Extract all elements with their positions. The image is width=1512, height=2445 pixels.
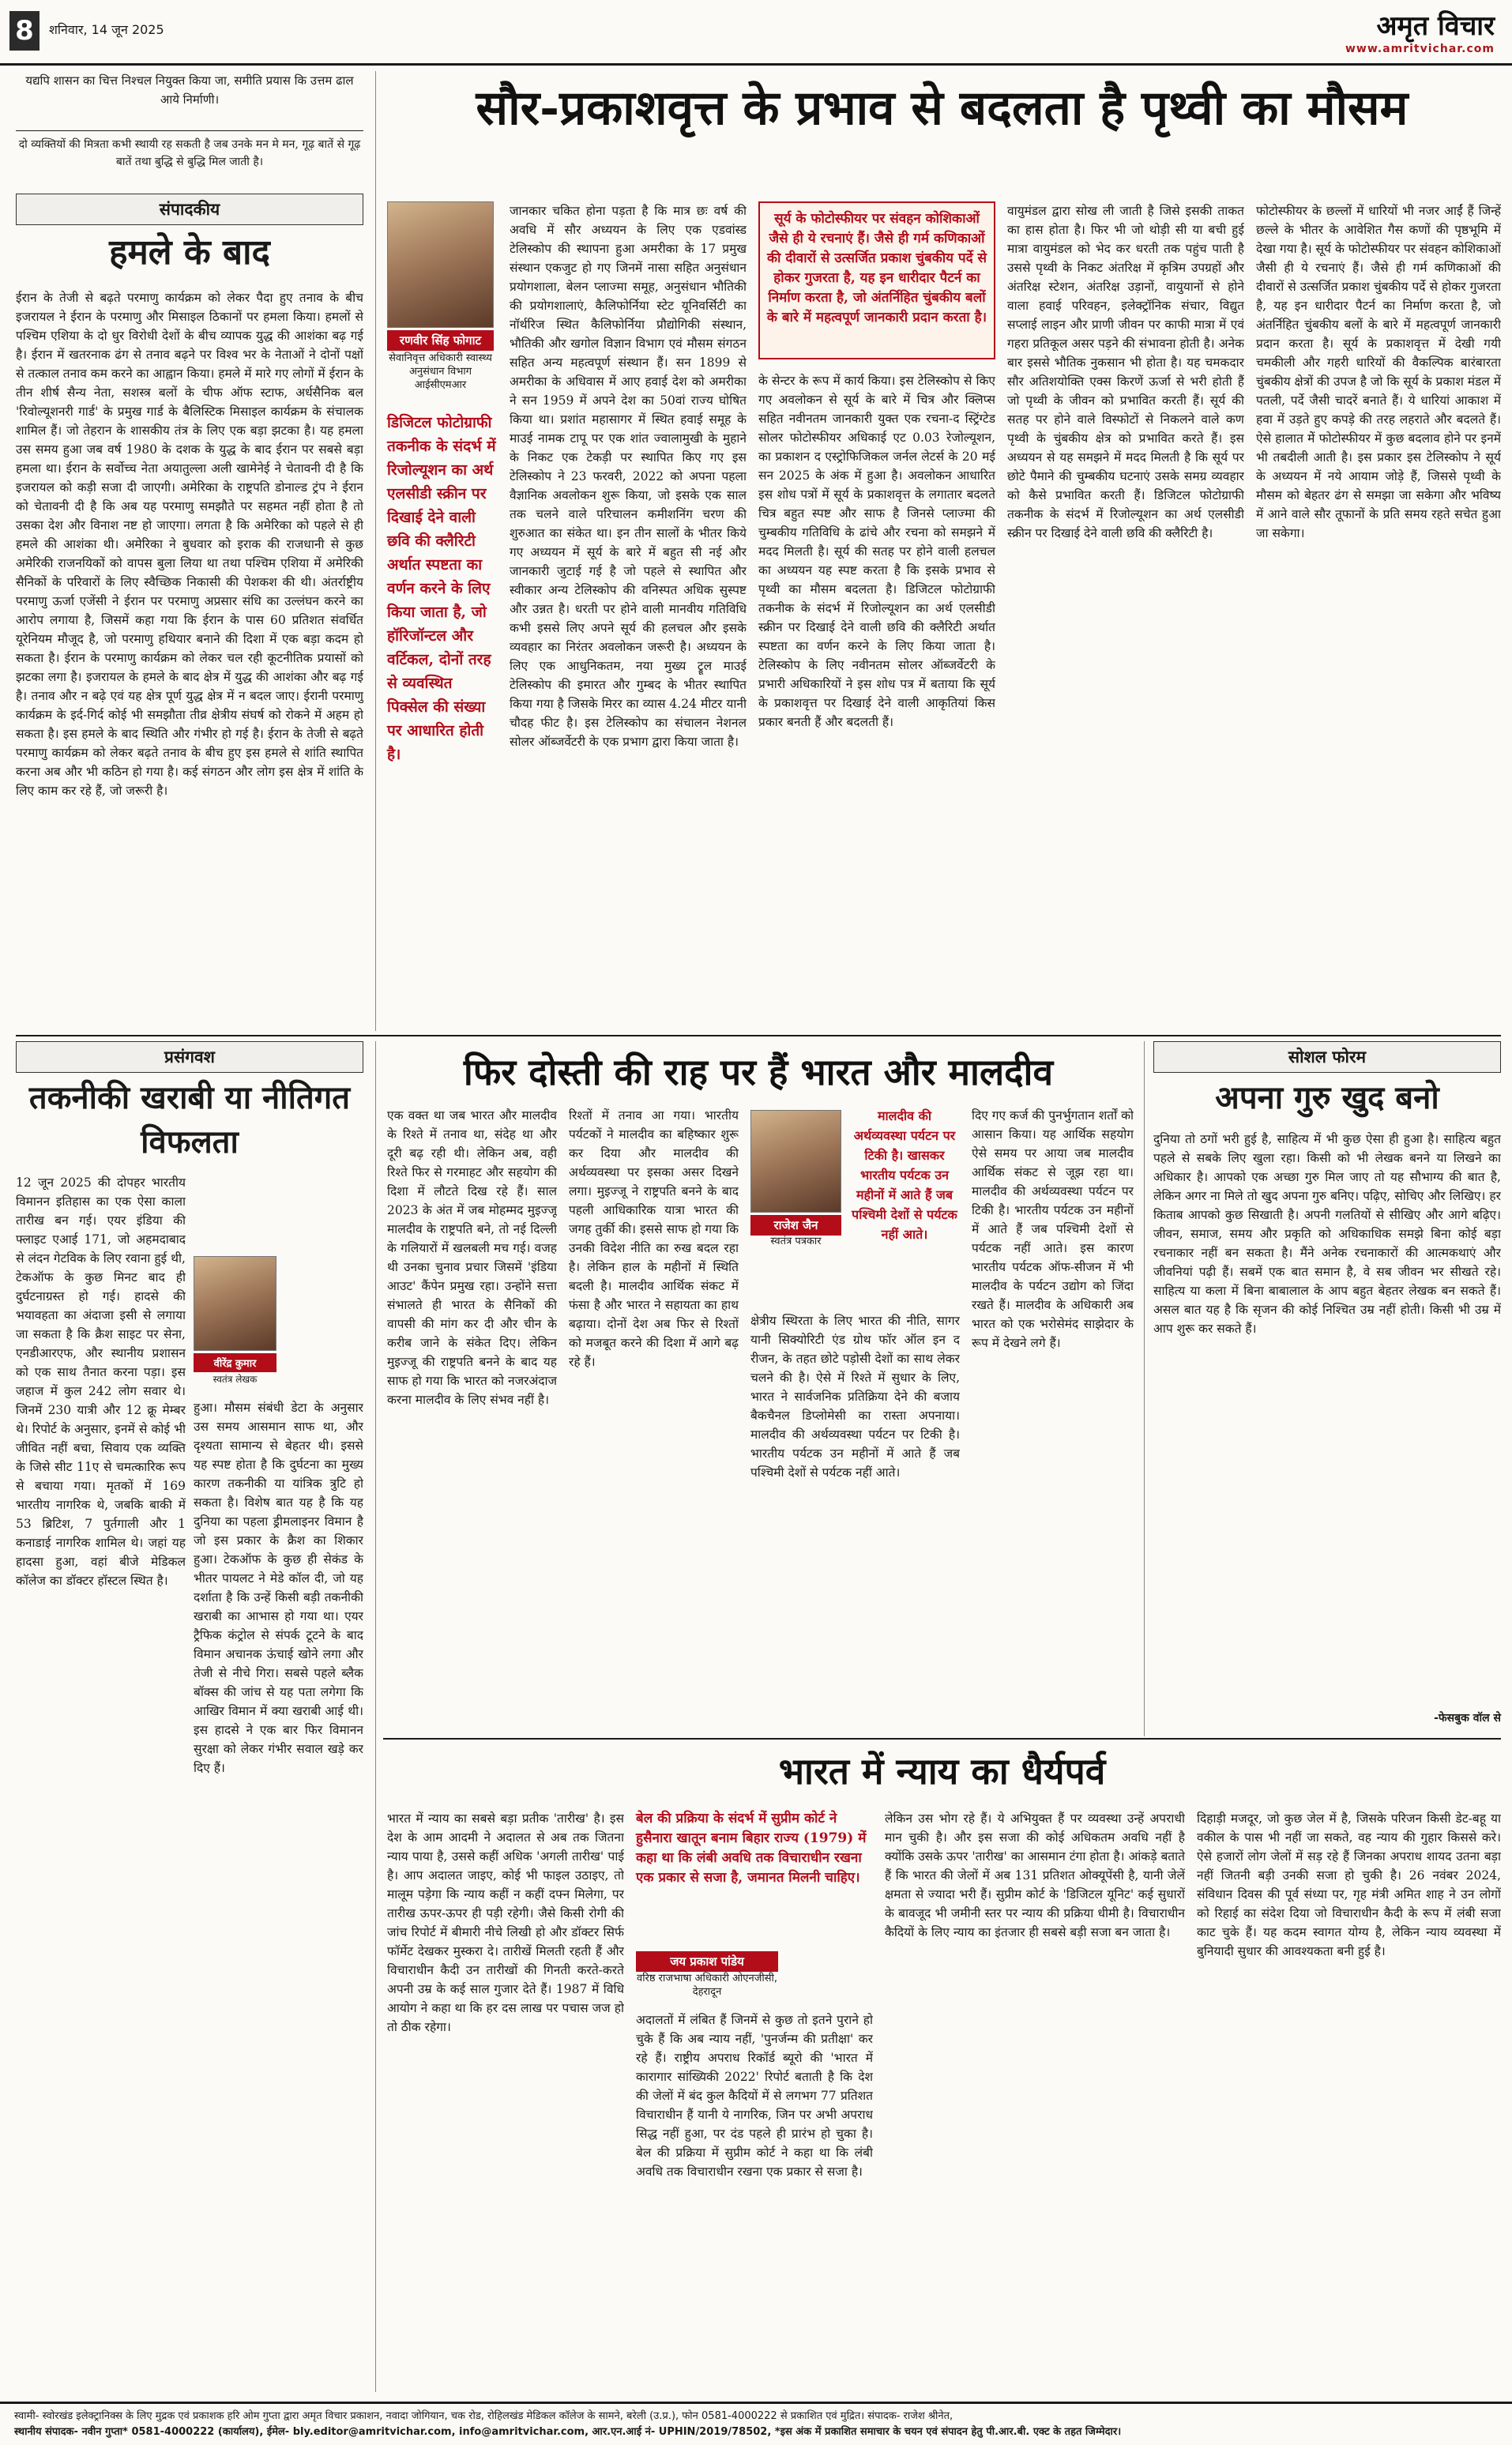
social-forum-section-tag: सोशल फोरम	[1153, 1041, 1501, 1073]
social-forum-body: दुनिया तो ठगों भरी हुई है, साहित्य में भी कुछ ऐसा ही हुआ है। साहित्य बहुत पहले से सबके लिए खुला रहा। किसी को भी लेखक बनने या लिखने का अधिकार है। आपको एक अच्छा गुरु मिल जाए तो यह सौभाग्य की बात है, लेकिन अगर ना मिले तो खुद अपना गुरु बनिए। पढ़िए, सोचिए और लिखिए। हर किताब आपको कुछ सिखाती है। अपनी गलतियों से सीखिए और आगे बढ़िए। जीवन, समाज, समय और प्रकृति को अधिकाधिक समझे बिना कोई बड़ा रचनाकार नहीं बन सकता है। मैंने अनेक रचनाकारों की आत्मकथाएं और जीवनियां पढ़ी हैं। सबमें एक बात समान है, वे सब जीवन भर सीखते रहे। साहित्य या कला में बिना बाबालाल के आप बहुत बेहतर लेखक बन सकते हैं। असल बात यह है कि सृजन की कोई निश्चित उम्र नहीं होती। किसी भी उम्र में आप शुरू कर सकते हैं।	[1153, 1132, 1501, 1336]
author-name: रणवीर सिंह फोगाट	[387, 330, 494, 351]
prasangvash-section-tag: प्रसंगवश	[16, 1041, 363, 1073]
lead-highlight-box	[758, 201, 995, 359]
justice-column-2: अदालतों में लंबित हैं जिनमें से कुछ तो इतने पुराने हो चुके हैं कि अब न्याय नहीं, 'पुनर्जन्म की प्रतीक्षा' कर रहे हैं। राष्ट्रीय अपराध रिकॉर्ड ब्यूरो की 'भारत में कारागार सांख्यिकी 2022' रिपोर्ट बताती है कि देश की जेलों में बंद कुल कैदियों में से लगभग 77 प्रतिशत विचाराधीन हैं यानी ये नागरिक, जिन पर अभी अपराध सिद्ध नहीं हुआ, पर दंड पहले ही प्रारंभ हो चुका है। बेल की प्रक्रिया में सुप्रीम कोर्ट ने कहा था कि लंबी अवधि तक विचाराधीन रखना एक प्रकार से सजा है।	[636, 2013, 873, 2179]
issue-date: शनिवार, 14 जून 2025	[49, 22, 164, 37]
prasangvash-author-name: वीरेंद्र कुमार	[194, 1353, 276, 1372]
maldives-column-3: क्षेत्रीय स्थिरता के लिए भारत की नीति, सागर यानी सिक्योरिटी एंड ग्रोथ फॉर ऑल इन द रीजन, के तहत छोटे पड़ोसी देशों का साथ लेकर चलने की है। ऐसे में रिश्ते में सुधार के लिए, भारत ने सार्वजनिक प्रतिक्रिया देने की बजाय बैकचैनल डिप्लोमेसी का रास्ता अपनाया। मालदीव की अर्थव्यवस्था पर्यटन पर टिकी है। भारतीय पर्यटक उन महीनों में आते हैं जब पश्चिमी देशों से पर्यटक नहीं आते।	[750, 1314, 960, 1480]
lead-pull-quote: डिजिटल फोटोग्राफी तकनीक के संदर्भ में रिजोल्यूशन का अर्थ एलसीडी स्क्रीन पर दिखाई देने वाली छवि की क्लैरिटी अर्थात स्पष्टता का वर्णन करने के लिए किया जाता है, जो हॉरिजॉन्टल और वर्टिकल, दोनों तरह से व्यवस्थित पिक्सेल की संख्या पर आधारित होती है।	[387, 414, 496, 763]
lead-highlight-text: सूर्य के फोटोस्फीयर पर संवहन कोशिकाओं जैसे ही ये रचनाएं हैं। जैसे ही गर्म कणिकाओं की दीवारों से उत्सर्जित प्रकाश चुंबकीय पर्दे से होकर गुजरता है, यह इन धारीदार पैटर्न का निर्माण करता है, जो अंतर्निहित चुंबकीय बलों के बारे में महत्वपूर्ण जानकारी प्रदान करता है।	[766, 211, 987, 325]
imprint-line-1: स्वामी- स्वोरखंड इलेक्ट्रानिक्स के लिए मुद्रक एवं प्रकाशक हरि ओम गुप्ता द्वारा अमृत विचार प्रकाशन, नवादा जोगियान, चक रोड, रोहिलखंड मेडिकल कॉलेज के सामने, बरेली (उ.प्र.), फोन 0581-4000222 से प्रकाशित एवं मुद्रित। संपादक- राजेश श्रीनेत,	[14, 2410, 953, 2422]
prasangvash-column-2: हुआ। मौसम संबंधी डेटा के अनुसार उस समय आसमान साफ था, और दृश्यता सामान्य से बेहतर थी। इससे यह स्पष्ट होता है कि दुर्घटना का मुख्य कारण तकनीकी या यांत्रिक त्रुटि हो सकता है। विशेष बात यह है कि यह दुनिया का पहला ड्रीमलाइनर विमान है जो इस प्रकार के क्रैश का शिकार हुआ। टेकऑफ के कुछ ही सेकंड के भीतर पायलट ने मेडे कॉल दी, जो यह दर्शाता है कि उन्हें किसी बड़ी तकनीकी खराबी का आभास हो गया था। एयर ट्रैफिक कंट्रोल से संपर्क टूटने के बाद विमान अचानक ऊंचाई खोने लगा और तेजी से नीचे गिरा। सबसे पहले ब्लैक बॉक्स की जांच से यह पता लगेगा कि आखिर विमान में क्या खराबी आई थी। इस हादसे ने एक बार फिर विमानन सुरक्षा को लेकर गंभीर सवाल खड़े कर दिए हैं।	[194, 1401, 363, 1775]
justice-column-4: दिहाड़ी मजदूर, जो कुछ जेल में है, जिसके परिजन किसी डेट-बहू या वकील के पास भी नहीं जा सकते, वह न्याय की गुहार किससे करे। ऐसे हजारों लोग जेलों में सड़ रहे हैं जिनका अपराध शायद उतना बड़ा नहीं जितनी बड़ी उनकी सजा हो चुकी है। 26 नवंबर 2024, संविधान दिवस की पूर्व संध्या पर, गृह मंत्री अमित शाह ने उन लोगों को रिहाई का संदेश दिया जो विचाराधीन कैदी के रूप में लंबी सजा काट चुके हैं। यह कदम स्वागत योग्य है, लेकिन न्याय व्यवस्था में बुनियादी सुधार की आवश्यकता बनी हुई है।	[1197, 1811, 1501, 1958]
newspaper-brand: अमृत विचार	[1376, 10, 1495, 42]
column-divider	[375, 1041, 376, 2392]
imprint-line-2: स्थानीय संपादक- नवीन गुप्ता* 0581-4000222 (कार्यालय), ईमेल- bly.editor@amritvichar.com, info@amritvichar.com, आर.एन.आई नं- UPHIN/2019/78502, *इस अंक में प्रकाशित समाचार के चयन एवं संपादन हेतु पी.आर.बी. एक्ट के तहत जिम्मेदार।	[14, 2426, 1122, 2438]
prasangvash-author-role: स्वतंत्र लेखक	[213, 1374, 258, 1385]
bottom-quote: दो व्यक्तियों की मित्रता कभी स्थायी रह सकती है जब उनके मन मे मन, गूढ़ बातें से गूढ़ बातें तथा बुद्धि से बुद्धि मिल जाती है।	[18, 138, 361, 168]
editorial-section-tag: संपादकीय	[16, 194, 363, 225]
editorial-title: हमले के बाद	[109, 232, 270, 273]
lead-column-4: फोटोस्फीयर के छल्लों में धारियों भी नजर आईं हैं जिन्हें छल्ले के भीतर के आवेशित गैस कणों की पृष्ठभूमि में देखा गया है। सूर्य के फोटोस्फीयर पर संवहन कोशिकाओं जैसी ही ये रचनाएं हैं। जैसे ही गर्म कणिकाओं की दीवारों से उत्सर्जित प्रकाश चुंबकीय पर्दे से होकर गुजरता है, यह इन धारीदार पैटर्न का निर्माण करता है, जो अंतर्निहित चुंबकीय बलों के बारे में महत्वपूर्ण जानकारी प्रदान करता है। सूर्य के प्रकाशवृत्त में देखी गयी चमकीली और गहरी धारियों की वैकल्पिक बारंबारता चुंबकीय क्षेत्रों की उपज है जो कि सूर्य के प्रकाश मंडल में पतली, पर्दे जैसी चादरें बनाते हैं। ये धारियां आकाश में हवा में उड़ते हुए कपड़े की तरह लहराते और बदलते हैं। ऐसे हालात मेें फोटोस्फीयर में कुछ बदलाव होने पर इनमें भी तबदीली आती है। इस प्रकार इस टेलिस्कोप ने सूर्य के अध्ययन में नये आयाम जोड़े हैं, जिससे पृथ्वी के मौसम को बेहतर ढंग से समझा जा सकेगा और भविष्य में आने वाले सौर तूफानों के प्रति समय रहते सचेत हुआ जा सकेगा।	[1256, 204, 1501, 540]
header-rule	[0, 63, 1512, 66]
maldives-column-4: दिए गए कर्ज की पुनर्भुगतान शर्तों को आसान किया। यह आर्थिक सहयोग ऐसे समय पर आया जब मालदीव आर्थिक संकट से जूझ रहा था। मालदीव की अर्थव्यवस्था पर्यटन पर टिकी है। भारतीय पर्यटक उन महीनों में आते हैं जब पश्चिमी देशों से पर्यटक नहीं आते। इस कारण भारतीय पर्यटक ऑफ-सीजन में भी मालदीव के पर्यटन उद्योग को जिंदा रखते हैं। मालदीव के अधिकारी अब भारत को एक भरोसेमंद साझेदार के रूप में देखने लगे हैं।	[972, 1108, 1134, 1350]
website-link[interactable]: www.amritvichar.com	[1345, 43, 1495, 55]
section-rule	[16, 1035, 1501, 1036]
column-divider	[375, 71, 376, 1031]
prasangvash-author-photo	[194, 1256, 276, 1351]
social-forum-title: अपना गुरु खुद बनो	[1215, 1079, 1439, 1116]
page-number: 8	[9, 11, 39, 51]
justice-pull-quote: बेल की प्रक्रिया के संदर्भ में सुप्रीम कोर्ट ने हुसैनारा खातून बनाम बिहार राज्य (1979) में कहा था कि लंबी अवधि तक विचाराधीन रखना एक प्रकार से सजा है, जमानत मिलनी चाहिए।	[636, 1811, 867, 1886]
section-rule	[383, 1738, 1501, 1740]
editorial-body: ईरान के तेजी से बढ़ते परमाणु कार्यक्रम को लेकर पैदा हुए तनाव के बीच इजरायल ने ईरान के परमाणु और मिसाइल ठिकानों पर हमला किया। हमलों से पश्चिम एशिया के दो धुर विरोधी देशों के बीच व्यापक युद्ध की आशंका बढ़ गई है। ईरान में खतरनाक ढंग से तनाव बढ़ने पर विश्व भर के नेताओं ने दोनों पक्षों से तत्काल तनाव कम करने का आह्वान किया। हमले में मारे गए लोगों में ईरान के तीन शीर्ष सैन्य नेता, सशस्त्र बलों के चीफ ऑफ स्टाफ, अर्धसैनिक बल 'रिवोल्यूशनरी गार्ड' के प्रमुख गार्ड के बैलिस्टिक मिसाइल कार्यक्रम के संचालक शामिल हैं। जो तेहरान के शासकीय तंत्र के लिए एक बड़ा झटका है। यह हमला उस समय हुआ जब वर्ष 1980 के दशक के युद्ध के बाद ईरान पर सबसे बड़ा हमला था। ईरान के सर्वोच्च नेता अयातुल्ला अली खामेनेई ने चेतावनी दी है कि इजरायल को कड़ी सजा दी जाएगी। अमेरिका के राष्ट्रपति डोनाल्ड ट्रंप ने ईरान को चेतावनी दी है कि अब यह परमाणु समझौते पर सहमत नहीं होता है तो उसका देश और विनाश नष्ट हो जाएगा। लगता है कि अमेरिका को पहले से ही हमले की आशंका थी। अमेरिका ने बुधवार को इराक की राजधानी से कुछ अमेरिकी राजनयिकों को वापस बुला लिया था तथा पश्चिम एशिया में अमेरिकी सैनिकों के परिवारों के लिए स्वैच्छिक निकासी की पेशकश की थी। अंतर्राष्ट्रीय परमाणु ऊर्जा एजेंसी ने ईरान पर परमाणु अप्रसार संधि का उल्लंघन करने का आरोप लगाया है, जिसमें कहा गया कि ईरान के पास 60 प्रतिशत संवर्धित यूरेनियम मौजूद है, जो परमाणु हथियार बनाने की दिशा में एक बड़ा कदम हो सकता है। ईरान के परमाणु कार्यक्रम को लेकर चल रही कूटनीतिक प्रयासों को झटका लगा है। इजरायल के हमले के बाद क्षेत्र में युद्ध की आशंका और बढ़ गई है। तनाव और न बढ़े एवं यह क्षेत्र पूर्ण युद्ध क्षेत्र में न बदल जाए। ईरानी परमाणु कार्यक्रम के इर्द-गिर्द कोई भी समझौता तीव्र क्षेत्रीय संघर्ष को रोकने में अहम हो सकता है। इस हमले के बाद स्थिति और गंभीर हो गई है। ईरान के तेजी से बढ़ते परमाणु कार्यक्रम को लेकर बढ़ते तनाव के बीच हुए इस हमले से शांति स्थापित करना अब और भी कठिन हो गया है। कई संगठन और लोग इस क्षेत्र में शांति के लिए काम कर रहे हैं, जो जरूरी है।	[16, 291, 363, 798]
maldives-headline: फिर दोस्ती की राह पर हैं भारत और मालदीव	[463, 1051, 1054, 1093]
page-header	[0, 0, 1512, 66]
lead-headline: सौर-प्रकाशवृत्त के प्रभाव से बदलता है पृथ्वी का मौसम	[476, 81, 1409, 136]
maldives-column-1: एक वक्त था जब भारत और मालदीव के रिश्ते में तनाव था, संदेह था और दूरी बढ़ रही थी। लेकिन अब, वही रिश्ते फिर से गरमाहट और सहयोग की दिशा में लौटते दिख रहे हैं। साल 2023 के अंत में जब मोहम्मद मुइज्जू मालदीव के राष्ट्रपति बने, तो नई दिल्ली के गलियारों में खलबली मच गई। वजह थी उनका चुनाव प्रचार जिसमें 'इंडिया आउट' कैंपेन प्रमुख रहा। उन्होंने सत्ता संभालते ही भारत के सैनिकों की वापसी की मांग कर दी और चीन के करीब जाने के संकेत दिए। लेकिन मुइज्जू की राष्ट्रपति बनने के बाद यह साफ हो गया कि भारत को नजरअंदाज करना मालदीव के लिए संभव नहीं है।	[387, 1108, 557, 1407]
column-divider	[1144, 1041, 1145, 1736]
maldives-author-photo	[750, 1110, 841, 1213]
social-forum-source: -फेसबुक वॉल से	[1434, 1712, 1501, 1725]
top-quote: यद्यपि शासन का चित्त निश्चल नियुक्त किया जा, समीति प्रयास कि उत्तम ढाल आये निर्माणी।	[25, 73, 354, 107]
imprint-footer	[0, 2402, 1512, 2445]
author-role: सेवानिवृत्त अधिकारी स्वास्थ्य अनुसंधान विभाग आईसीएमआर	[389, 352, 492, 391]
justice-author-name: जय प्रकाश पांडेय	[636, 1951, 778, 1972]
lead-column-1: जानकार चकित होना पड़ता है कि मात्र छः वर्ष की अवधि में सौर अध्ययन के लिए एक एडवांस्ड टेलिस्कोप की स्थापना हुआ अमरीका के 17 प्रमुख संस्थान एकजुट हो गए जिनमें नासा सहित अनुसंधान प्रयोगशाला, बेलन प्लाज्मा समूह, अनुसंधान भौतिकी की प्रयोगशालाएं, कैलिफोर्निया स्टेट यूनिवर्सिटी का नॉर्थरिज स्थित कैलिफोर्निया प्रौद्योगिकी संस्थान, भौतिकी और खगोल विज्ञान विभाग एवं मौसम संगठन सहित अन्य महत्वपूर्ण संस्थान हैं। सन 1899 से अमरीका के अधिवास में आए हवाई देश को अमरीका ने सन 1959 में अपने देश का 50वां राज्य घोषित किया था। प्रशांत महासागर में स्थित हवाई समूह के माउई नामक टापू पर एक शांत ज्वालामुखी के मुहाने के निकट एक टेकड़ी पर स्थापित किए गए इस टेलिस्कोप ने 23 फरवरी, 2022 को अपना पहला वैज्ञानिक अवलोकन शुरू किया, जो इसके एक साल तक चलने वाले परिचालन कमीशनिंग चरण की शुरुआत का संकेत था। इन तीन सालों के भीतर किये गए अध्ययन में सूर्य के बारे में बहुत सी नई और जानकारी जुटाई गई है जो पहले से स्थापित और स्वीकार अन्य टेलिस्कोप की वनिस्पत अधिक सुस्पष्ट और उन्नत है। धरती पर होने वाली मानवीय गतिविधि कभी इससे लिए अपने सूर्य की हलचल और इसके व्यवहार का निरंतर अवलोकन जरूरी है। अध्ययन के लिए एक आधुनिकतम, नया मुख्य ट्रूल माउई टेलिस्कोप की इमारत और गुम्बद के भीतर स्थापित किया गया है जिसके मिरर का व्यास 4.24 मीटर यानी चौदह फीट है। इस टेलिस्कोप का संचालन नेशनल सोलर ऑब्जर्वेटरी के एक प्रभाग द्वारा किया जाता है।	[510, 204, 747, 749]
divider	[16, 130, 363, 131]
maldives-pull-quote: मालदीव की अर्थव्यवस्था पर्यटन पर टिकी है। खासकर भारतीय पर्यटक उन महीनों में आते हैं जब पश्चिमी देशों से पर्यटक नहीं आते।	[852, 1108, 957, 1242]
lead-column-3: वायुमंडल द्वारा सोख ली जाती है जिसे इसकी ताकत का हास होता है। फिर भी जो थोड़ी सी या बची हुई मात्रा वायुमंडल को भेद कर धरती तक पहुंच पाती है उससे पृथ्वी के निकट अंतरिक्ष में कृत्रिम उपग्रहों और अंतरिक्ष स्टेशन, अंतरिक्ष उड़ानों, वायुयानों से होने वाला हवाई परिवहन, इलेक्ट्रॉनिक संचार, विद्युत सप्लाई लाइन और प्राणी जीवन पर काफी मात्रा में एवं गहरा प्रतिकूल असर पड़ने की संभावना होती है। अनेक बार इससे भौतिक नुकसान भी होता है। यह चमकदार सौर अतिशयोक्ति एक्स किरणें ऊर्जा से भरी होती हैं जो पृथ्वी के जीवन को प्रभावित करती हैं। सूर्य की सतह पर होने वाले विस्फोटों से निकलने वाले कण पृथ्वी के चुंबकीय क्षेत्र को प्रभावित करते हैं। इस अध्ययन से यह समझने में मदद मिलती है कि सूर्य पर छोटे पैमाने की चुम्बकीय घटनाएं उसके समग्र व्यवहार को कैसे प्रभावित करती हैं। डिजिटल फोटोग्राफी तकनीक के संदर्भ में रिजोल्यूशन का अर्थ एलसीडी स्क्रीन पर दिखाई देने वाली छवि की क्लैरिटी है।	[1007, 204, 1244, 540]
prasangvash-column-2-top	[194, 1173, 363, 1244]
prasangvash-title: तकनीकी खराबी या नीतिगत विफलता	[28, 1079, 351, 1160]
lead-column-2: के सेन्टर के रूप में कार्य किया। इस टेलिस्कोप से किए गए अवलोकन से सूर्य के बारे में चित्र और क्लिप्स सहित नवीनतम जानकारी युक्त एक रचना-द स्ट्रिंग्टेड सोलर फोटोस्फीयर अधिकाई एट 0.03 रेजोल्यूशन, का प्रकाशन द एस्ट्रोफिजिकल जर्नल लेटर्स के 20 मई सन 2025 के अंक में हुआ है। अवलोकन आधारित इस शोध पत्रों में सूर्य के प्रकाशवृत्त के लगातार बदलते चित्र बहुत स्पष्ट और साफ है जिनसे प्लाज्मा की चुम्बकीय गतिविधि के ढांचे और रचना को समझने में मदद मिलती है। सूर्य की सतह पर होने वाली हलचल का अध्ययन यह स्पष्ट करता है कि इसके प्रभाव से पृथ्वी का मौसम बदलता है। डिजिटल फोटोग्राफी तकनीक के संदर्भ में रिजोल्यूशन का अर्थ एलसीडी स्क्रीन पर दिखाई देने वाली छवि की क्लैरिटी अर्थात स्पष्टता का वर्णन करने के लिए किया जाता है। टेलिस्कोप के लिए नवीनतम सोलर ऑब्जर्वेटरी के प्रभारी अधिकारियों ने इस शोध पत्र में बताया कि सूर्य के प्रकाशवृत्त पर दिखाई देने वाली आकृतियां किस प्रकार बनती हैं और बदलती हैं।	[758, 374, 995, 729]
maldives-author-name: राजेश जैन	[750, 1215, 841, 1236]
maldives-author-role: स्वतंत्र पत्रकार	[770, 1236, 822, 1247]
author-photo	[387, 201, 494, 328]
prasangvash-column-1: 12 जून 2025 की दोपहर भारतीय विमानन इतिहास का एक ऐसा काला तारीख बन गई। एयर इंडिया की फ्लाइट एआई 171, जो अहमदाबाद से लंदन गेटविक के लिए रवाना हुई थी, टेकऑफ के कुछ मिनट बाद ही दुर्घटनाग्रस्त हो गई। हादसे की भयावहता का अंदाजा इसी से लगाया जा सकता है कि क्रैश साइट पर सेना, एनडीआरएफ, और स्थानीय प्रशासन को एक साथ तैनात करना पड़ा। इस जहाज में कुल 242 लोग सवार थे। जिनमें 230 यात्री और 12 क्रू मेम्बर थे। रिपोर्ट के अनुसार, इनमें से कोई भी जीवित नहीं बचा, सिवाय एक व्यक्ति के जिसे सीट 11ए से चमत्कारिक रूप से बचाया गया। मृतकों में 169 भारतीय नागरिक थे, जबकि बाकी में 53 ब्रिटिश, 7 पुर्तगाली और 1 कनाडाई नागरिक शामिल थे। जहां यह हादसा हुआ, वहां बीजे मेडिकल कॉलेज का डॉक्टर हॉस्टल स्थित है।	[16, 1175, 186, 1588]
justice-headline: भारत में न्याय का धैर्यपर्व	[778, 1750, 1106, 1792]
justice-author-role: वरिष्ठ राजभाषा अधिकारी ओएनजीसी, देहरादून	[636, 1973, 777, 1998]
justice-column-1: भारत में न्याय का सबसे बड़ा प्रतीक 'तारीख' है। इस देश के आम आदमी ने अदालत से अब तक जितना न्याय पाया है, उससे कहीं अधिक 'अगली तारीख' पाई है। आप अदालत जाइए, कोई भी फाइल उठाइए, तो मालूम पड़ेगा कि न्याय कहीं न कहीं दफ्न मिलेगा, पर तारीख ऊपर-ऊपर ही पड़ी रहेगी। जैसे किसी रोगी की जांच रिपोर्ट में बीमारी नीचे लिखी हो और डॉक्टर सिर्फ फॉर्मेट देखकर मुस्करा दे। तारीखें मिलती रहती हैं और विचाराधीन कैदी उन तारीखों की गिनती करते-करते अपनी उम्र के कई साल गुजार देते हैं। 1987 में विधि आयोग ने कहा था कि हर दस लाख पर पचास जज हो तो ठीक रहेगा।	[387, 1811, 624, 2034]
maldives-column-2: रिश्तों में तनाव आ गया। भारतीय पर्यटकों ने मालदीव का बहिष्कार शुरू कर दिया और मालदीव की अर्थव्यवस्था पर इसका असर दिखने लगा। मुइज्जू ने राष्ट्रपति बनने के बाद पहली आधिकारिक यात्रा भारत की जगह तुर्की की। इससे साफ हो गया कि उनकी विदेश नीति का रुख बदल रहा है। लेकिन हाल के महीनों में स्थिति बदली है। मालदीव आर्थिक संकट में फंसा है और भारत ने सहायता का हाथ बढ़ाया। दोनों देश अब फिर से रिश्तों को मजबूत करने की दिशा में आगे बढ़ रहे हैं।	[569, 1108, 739, 1369]
justice-column-3: लेकिन उस भोग रहे हैं। ये अभियुक्त हैं पर व्यवस्था उन्हें अपराधी मान चुकी है। और इस सजा की कोई अधिकतम अवधि नहीं है क्योंकि उसके ऊपर 'तारीख' का आसमान टंगा होता है। आंकड़े बताते हैं कि भारत की जेलों में अब 131 प्रतिशत ओक्यूपेंसी है, यानी जेलें क्षमता से ज्यादा भरी हैं। सुप्रीम कोर्ट के 'डिजिटल यूनिट' कई सुधारों के बावजूद भी जमीनी स्तर पर न्याय की प्रक्रिया धीमी है। विचाराधीन कैदियों के लिए न्याय का इंतजार ही सबसे बड़ी सजा बन जाता है।	[885, 1811, 1185, 1939]
